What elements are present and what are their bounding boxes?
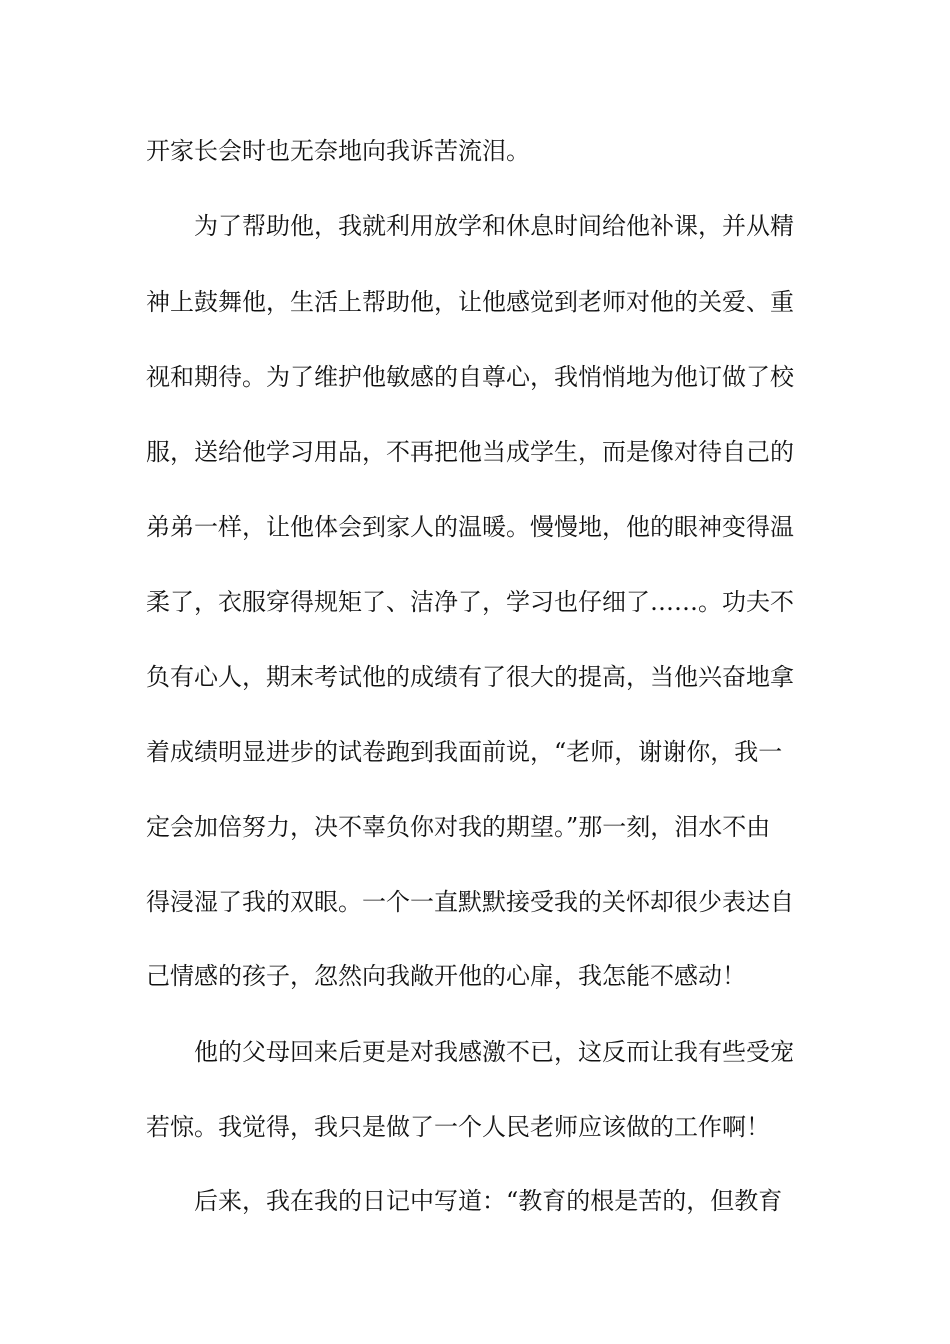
text-line [0, 357, 950, 397]
line-text: 若惊。我觉得，我只是做了一个人民老师应该做的工作啊！ [146, 1113, 770, 1141]
line-text: 弟弟一样，让他体会到家人的温暖。慢慢地，他的眼神变得温 [146, 513, 794, 541]
line-text: 己情感的孩子，忽然向我敞开他的心扉，我怎能不感动！ [146, 962, 746, 990]
line-text: 为了帮助他，我就利用放学和休息时间给他补课，并从精 [194, 212, 794, 240]
line-text: 负有心人，期末考试他的成绩有了很大的提高，当他兴奋地拿 [146, 663, 794, 691]
text-line [0, 432, 950, 472]
text-line [0, 657, 950, 697]
line-text: 他的父母回来后更是对我感激不已，这反而让我有些受宠 [194, 1038, 794, 1066]
text-line [0, 582, 950, 622]
line-text: 神上鼓舞他，生活上帮助他，让他感觉到老师对他的关爱、重 [146, 288, 794, 316]
line-text: 着成绩明显进步的试卷跑到我面前说，“老师，谢谢你，我一 [146, 738, 783, 766]
text-line [0, 1032, 950, 1072]
line-text: 定会加倍努力，决不辜负你对我的期望。”那一刻，泪水不由 [146, 813, 771, 841]
text-line [0, 1181, 950, 1221]
line-text: 后来，我在我的日记中写道：“教育的根是苦的，但教育 [194, 1187, 783, 1215]
line-text: 开家长会时也无奈地向我诉苦流泪。 [146, 137, 530, 165]
line-text: 柔了，衣服穿得规矩了、洁净了，学习也仔细了……。功夫不 [146, 588, 794, 616]
text-line [0, 507, 950, 547]
text-line [0, 807, 950, 847]
text-line [0, 131, 950, 171]
text-line [0, 1107, 950, 1147]
text-line [0, 282, 950, 322]
text-line [0, 882, 950, 922]
line-text: 得浸湿了我的双眼。一个一直默默接受我的关怀却很少表达自 [146, 888, 794, 916]
text-line [0, 206, 950, 246]
line-text: 服，送给他学习用品，不再把他当成学生，而是像对待自己的 [146, 438, 794, 466]
line-text: 视和期待。为了维护他敏感的自尊心，我悄悄地为他订做了校 [146, 363, 794, 391]
text-line [0, 732, 950, 772]
text-line [0, 956, 950, 996]
